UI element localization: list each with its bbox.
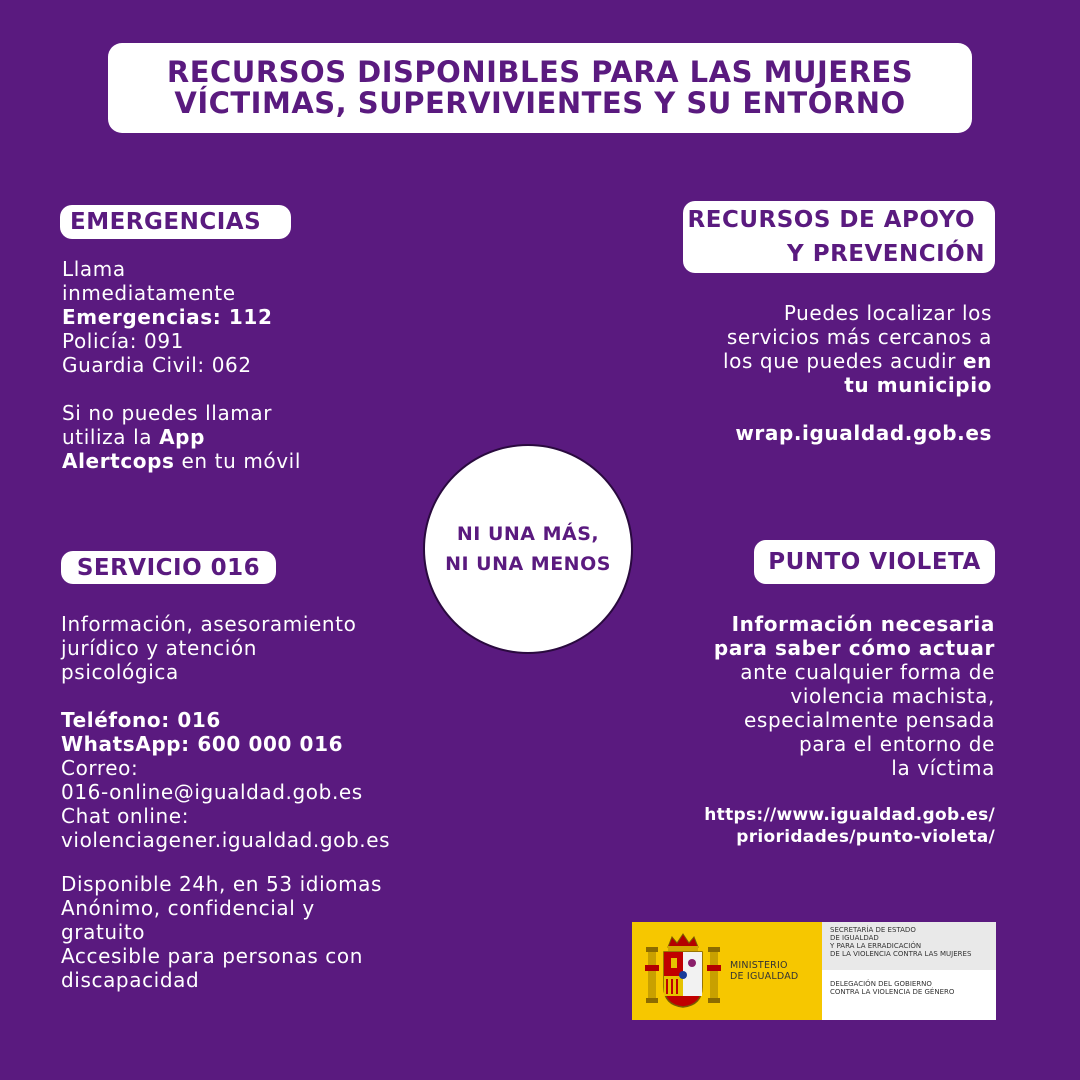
servicio-line: Accesible para personas con [61, 944, 364, 968]
apoyo-line: Puedes localizar los [783, 301, 992, 325]
delegacion-line: DELEGACIÓN DEL GOBIERNO [830, 980, 932, 988]
secretaria-line: Y PARA LA ERRADICACIÓN [830, 942, 922, 950]
emergencias-label [60, 205, 291, 239]
emergencias-line: Llama [62, 257, 126, 281]
slogan-line-1: NI UNA MÁS, [456, 523, 600, 545]
emergencias-app-line [62, 449, 362, 473]
servicio-line: discapacidad [61, 968, 200, 992]
punto-line: ante cualquier forma de [740, 660, 995, 684]
guardia-civil-number: Guardia Civil: 062 [62, 353, 252, 377]
servicio-line: jurídico y atención [61, 636, 257, 660]
text-part: en tu móvil [174, 449, 301, 473]
servicio-line: Anónimo, confidencial y [61, 896, 315, 920]
emergencias-line: Si no puedes llamar [62, 401, 273, 425]
servicio-016-label [61, 551, 276, 584]
chat-online-link[interactable]: violenciagener.igualdad.gob.es [61, 828, 391, 852]
ministerio-line-1: MINISTERIO [730, 960, 788, 971]
apoyo-label-line-2: Y PREVENCIÓN [787, 241, 985, 267]
delegacion-block [822, 970, 996, 1020]
text-part: utiliza la [62, 425, 160, 449]
ministerio-logo [632, 922, 996, 1020]
secretaria-line: DE IGUALDAD [830, 934, 879, 942]
logo-text-panel [822, 922, 996, 1020]
emergencias-section [62, 257, 362, 473]
whatsapp-number: WhatsApp: 600 000 016 [61, 732, 344, 756]
apoyo-label-line-1: RECURSOS DE APOYO [687, 207, 975, 233]
punto-line: para saber cómo actuar [713, 636, 995, 660]
servicio-line: Disponible 24h, en 53 idiomas [61, 872, 383, 896]
coat-of-arms-icon [644, 931, 722, 1011]
punto-violeta-label [754, 540, 995, 584]
servicio-016-section [61, 612, 441, 992]
servicio-016-label-text: SERVICIO 016 [76, 554, 261, 581]
emergencias-112: Emergencias: 112 [62, 305, 273, 329]
telefono-016: Teléfono: 016 [61, 708, 221, 732]
apoyo-section [640, 301, 992, 445]
secretaria-line: DE LA VIOLENCIA CONTRA LAS MUJERES [830, 950, 972, 958]
correo-email[interactable]: 016-online@igualdad.gob.es [61, 780, 363, 804]
punto-line: Información necesaria [731, 612, 995, 636]
wrap-link[interactable]: wrap.igualdad.gob.es [735, 421, 992, 445]
alertcops-bold: Alertcops [62, 449, 175, 473]
servicio-line: Chat online: [61, 804, 190, 828]
secretaria-line: SECRETARÍA DE ESTADO [830, 926, 916, 934]
punto-violeta-section [640, 612, 995, 780]
punto-violeta-label-text: PUNTO VIOLETA [768, 549, 981, 575]
servicio-line: gratuito [61, 920, 146, 944]
url-line-2: prioridades/punto-violeta/ [736, 827, 995, 847]
text-part: los que puedes acudir [722, 349, 963, 373]
delegacion-line: CONTRA LA VIOLENCIA DE GÉNERO [830, 988, 955, 996]
apoyo-label [683, 201, 995, 273]
punto-line: para el entorno de [798, 732, 995, 756]
emergencias-line: inmediatamente [62, 281, 236, 305]
policia-number: Policía: 091 [62, 329, 184, 353]
app-bold: App [159, 425, 205, 449]
logo-yellow-panel [632, 922, 822, 1020]
emergencias-label-text: EMERGENCIAS [70, 209, 262, 235]
servicio-line: Correo: [61, 756, 139, 780]
title-line-1: RECURSOS DISPONIBLES PARA LAS MUJERES [166, 55, 914, 89]
title-line-2: VÍCTIMAS, SUPERVIVIENTES Y SU ENTORNO [174, 86, 906, 120]
slogan-circle [423, 444, 633, 654]
punto-line: la víctima [891, 756, 995, 780]
punto-violeta-url[interactable] [640, 804, 995, 848]
punto-line: violencia machista, [790, 684, 995, 708]
apoyo-line: servicios más cercanos a [726, 325, 992, 349]
secretaria-block [822, 922, 996, 970]
ministerio-name [730, 960, 798, 982]
emergencias-app-line [62, 425, 362, 449]
page-title [108, 43, 972, 133]
apoyo-line [640, 349, 992, 373]
apoyo-line: tu municipio [844, 373, 992, 397]
text-bold: en [962, 349, 992, 373]
servicio-line: Información, asesoramiento [61, 612, 357, 636]
url-line-1: https://www.igualdad.gob.es/ [704, 805, 995, 825]
ministerio-line-2: DE IGUALDAD [730, 971, 799, 982]
servicio-line: psicológica [61, 660, 179, 684]
slogan-line-2: NI UNA MENOS [445, 553, 611, 575]
punto-line: especialmente pensada [744, 708, 995, 732]
